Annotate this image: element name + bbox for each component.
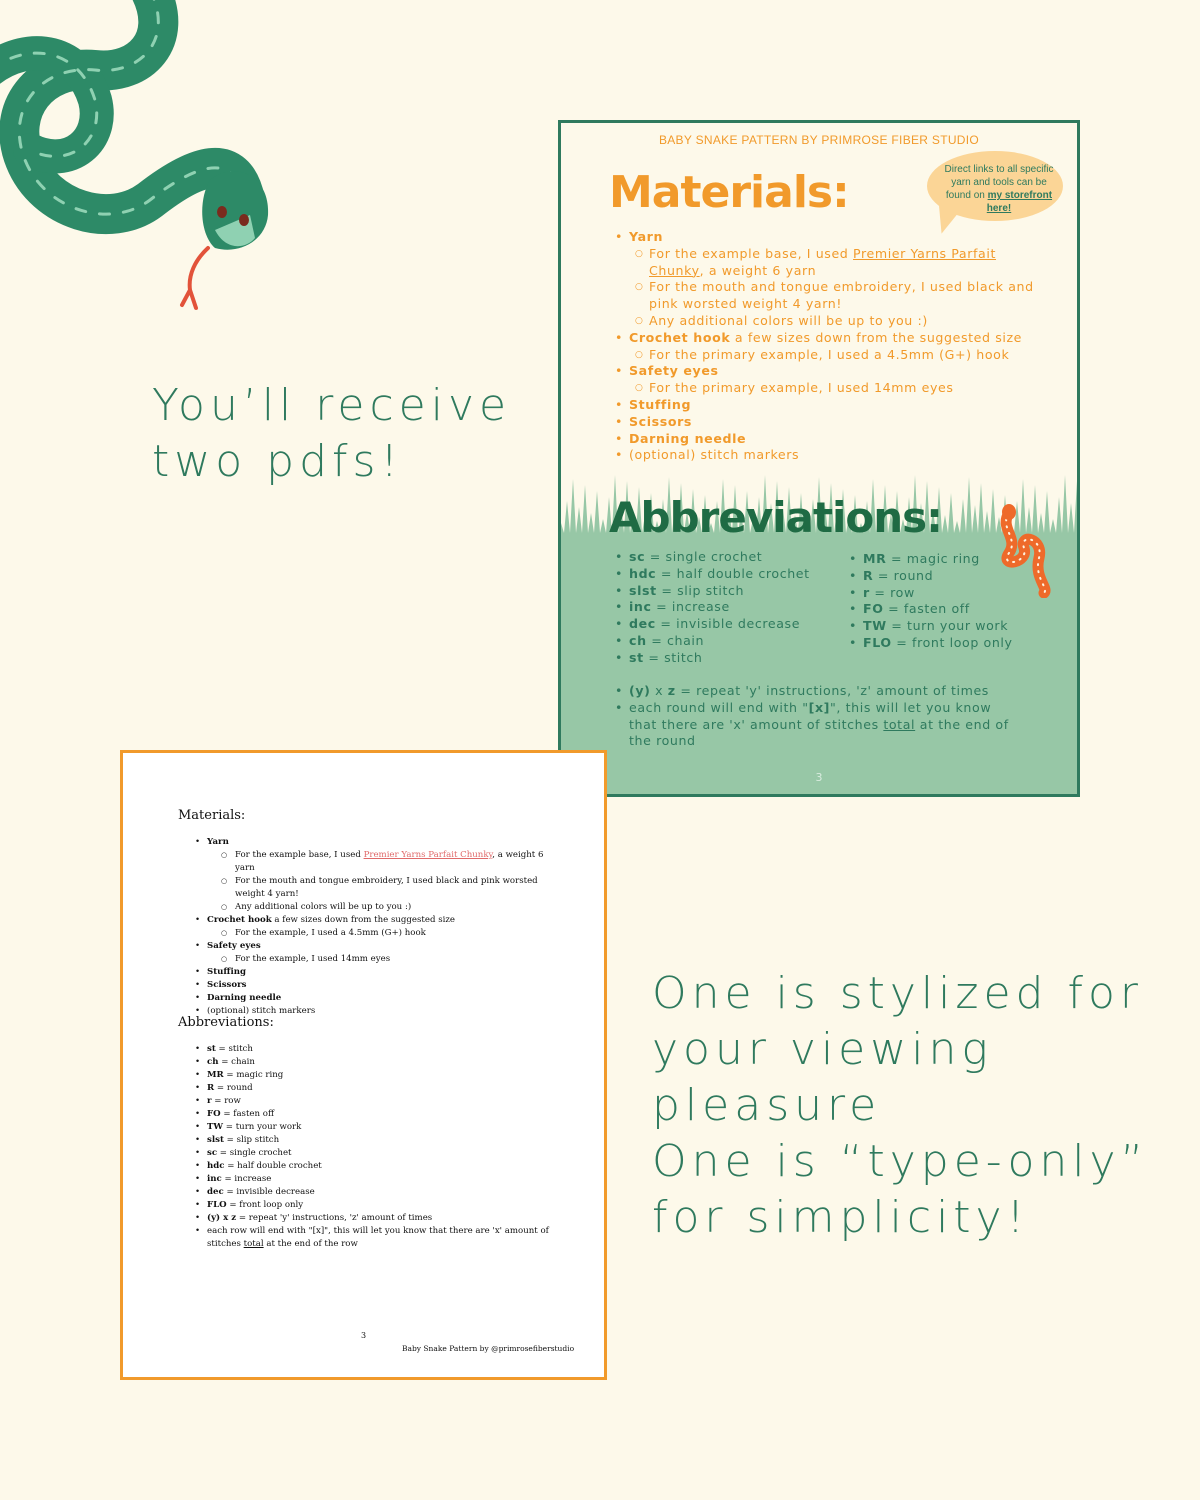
list-subitem: ○ Any additional colors will be up to you :) (195, 901, 565, 914)
stylized-pdf-preview (558, 120, 1080, 797)
abbreviation-item: • hdc = half double crochet (195, 1160, 565, 1173)
abbreviation-item: • TW = turn your work (195, 1121, 565, 1134)
list-item: • (optional) stitch markers (615, 447, 1035, 464)
list-item: • (y) x z = repeat 'y' instructions, 'z' amount of times (615, 683, 1015, 700)
list-subitem: ○ For the primary example, I used 14mm eyes (615, 380, 1035, 397)
yarn-link[interactable]: Premier Yarns Parfait Chunky (363, 850, 493, 860)
abbreviations-list-left (615, 549, 810, 667)
list-item: • Safety eyes (615, 363, 1035, 380)
list-item: • (y) x z = repeat 'y' instructions, 'z' amount of times (195, 1212, 565, 1225)
abbreviation-item: • ch = chain (195, 1056, 565, 1069)
abbreviation-item: • slst = slip stitch (195, 1134, 565, 1147)
materials-list (615, 229, 1035, 464)
storefront-link[interactable]: my storefront here! (986, 190, 1053, 214)
abbreviation-item: • hdc = half double crochet (615, 566, 810, 583)
list-item: • Stuffing (195, 966, 565, 979)
abbreviation-item: • FO = fasten off (849, 601, 1013, 618)
list-item: • Yarn (195, 836, 565, 849)
speech-bubble-text: Direct links to all specific yarn and tools can be found on my storefront here! (944, 164, 1054, 214)
list-item: • Scissors (615, 414, 1035, 431)
headline-line: One is “type-only” (652, 1136, 1149, 1187)
abbreviations-notes (195, 1212, 565, 1251)
abbreviations-list-right (849, 551, 1013, 652)
abbreviations-title: Abbreviations: (609, 493, 942, 542)
abbreviation-item: • inc = increase (615, 599, 810, 616)
abbreviation-item: • MR = magic ring (195, 1069, 565, 1082)
list-item: • Scissors (195, 979, 565, 992)
list-item: • Safety eyes (195, 940, 565, 953)
headline-line: your viewing (652, 1024, 993, 1075)
abbreviation-item: • st = stitch (195, 1043, 565, 1056)
abbreviation-item: • st = stitch (615, 650, 810, 667)
headline-line: two pdfs! (152, 436, 404, 487)
abbreviation-item: • FLO = front loop only (849, 635, 1013, 652)
abbreviation-item: • sc = single crochet (195, 1147, 565, 1160)
abbreviation-item: • r = row (195, 1095, 565, 1108)
materials-list (195, 836, 565, 1018)
abbreviation-item: • MR = magic ring (849, 551, 1013, 568)
abbreviation-item: • FO = fasten off (195, 1108, 565, 1121)
pattern-header: BABY SNAKE PATTERN BY PRIMROSE FIBER STUDIO (658, 133, 980, 147)
headline-two-pdfs (152, 378, 511, 490)
headline-stylized-and-type-only (652, 966, 1148, 1246)
yarn-link[interactable]: Premier Yarns Parfait Chunky (649, 245, 997, 278)
type-only-pdf-preview (120, 750, 607, 1380)
abbreviation-item: • FLO = front loop only (195, 1199, 565, 1212)
abbreviation-item: • inc = increase (195, 1173, 565, 1186)
page-number: 3 (815, 771, 823, 784)
abbreviation-item: • R = round (195, 1082, 565, 1095)
list-item: • Darning needle (615, 431, 1035, 448)
headline-line: pleasure (652, 1080, 882, 1131)
abbreviation-item: • sc = single crochet (615, 549, 810, 566)
abbreviations-notes (615, 683, 1015, 750)
abbreviation-item: • r = row (849, 585, 1013, 602)
abbreviations-title: Abbreviations: (178, 1015, 274, 1030)
list-subitem: ○ For the mouth and tongue embroidery, I used black and pink worsted weight 4 yarn! (615, 279, 1035, 313)
list-item: • Darning needle (195, 992, 565, 1005)
list-item: • each round will end with "[x]", this will let you know that there are 'x' amount of stitches total at the end of the round (615, 700, 1015, 750)
page-number: 3 (361, 1331, 367, 1340)
list-item: • each row will end with "[x]", this will let you know that there are 'x' amount of stitches total at the end of the row (195, 1225, 565, 1251)
list-subitem: ○ Any additional colors will be up to you :) (615, 313, 1035, 330)
list-subitem: ○ For the example, I used a 4.5mm (G+) hook (195, 927, 565, 940)
snake-illustration (0, 0, 290, 330)
abbreviation-item: • ch = chain (615, 633, 810, 650)
abbreviation-item: • TW = turn your work (849, 618, 1013, 635)
list-subitem: ○ For the mouth and tongue embroidery, I used black and pink worsted weight 4 yarn! (195, 875, 565, 901)
abbreviations-list (195, 1043, 565, 1212)
abbreviation-item: • slst = slip stitch (615, 583, 810, 600)
headline-line: You’ll receive (152, 380, 512, 431)
list-item: • Stuffing (615, 397, 1035, 414)
materials-title: Materials: (609, 167, 849, 218)
headline-line: One is stylized for (652, 968, 1143, 1019)
list-subitem: ○ For the example base, I used Premier Yarns Parfait Chunky, a weight 6 yarn (195, 849, 565, 875)
list-subitem: ○ For the example, I used 14mm eyes (195, 953, 565, 966)
list-subitem: ○ For the example base, I used Premier Yarns Parfait Chunky, a weight 6 yarn (615, 246, 1035, 280)
headline-line: for simplicity! (652, 1192, 1030, 1243)
list-item: • Crochet hook a few sizes down from the suggested size (195, 914, 565, 927)
page-footer: Baby Snake Pattern by @primrosefiberstudio (402, 1344, 575, 1353)
list-item: • Yarn (615, 229, 1035, 246)
abbreviation-item: • dec = invisible decrease (195, 1186, 565, 1199)
list-item: • (optional) stitch markers (195, 1005, 565, 1018)
list-item: • Crochet hook a few sizes down from the suggested size (615, 330, 1035, 347)
materials-title: Materials: (178, 808, 246, 823)
abbreviation-item: • R = round (849, 568, 1013, 585)
abbreviation-item: • dec = invisible decrease (615, 616, 810, 633)
list-subitem: ○ For the primary example, I used a 4.5mm (G+) hook (615, 347, 1035, 364)
